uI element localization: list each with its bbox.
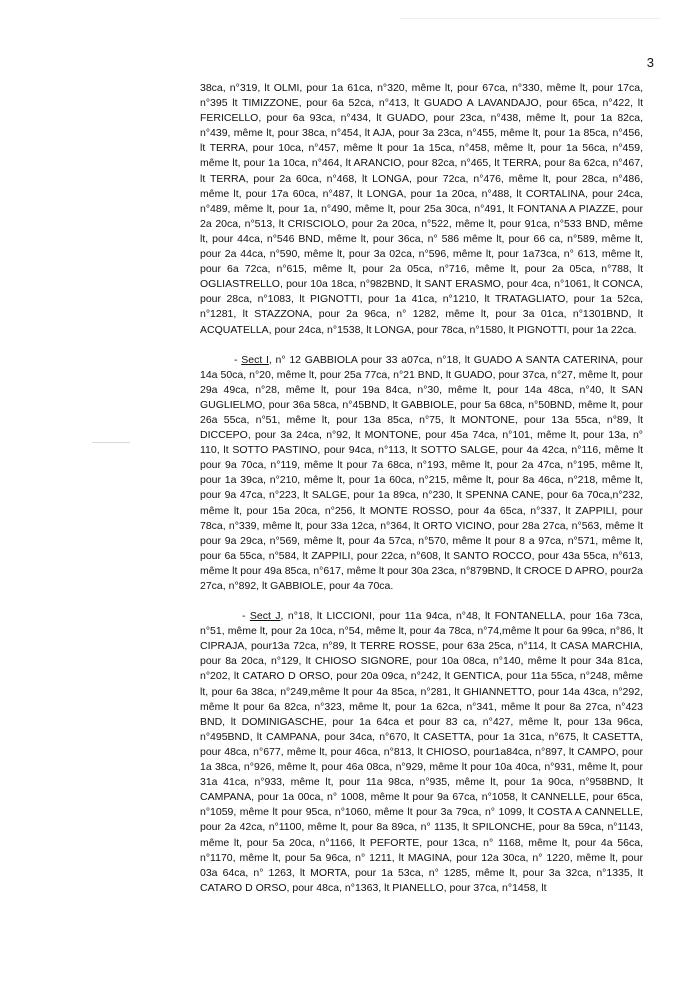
page-number: 3	[646, 55, 654, 70]
paragraph-section-j	[200, 609, 643, 896]
document-body	[200, 81, 643, 911]
paragraph-text: 38ca, n°319, lt OLMI, pour 1a 61ca, n°320, même lt, pour 67ca, n°330, même lt, pour 17ca, n°395 lt TIMIZZONE, pour 6a 52ca, n°413, lt GUADO A LAVANDAJO, pour 65ca, n°422, lt FERICELLO, pour 6a 93ca, n°434, lt GUADO, pour 23ca, n°438, même lt, pour 1a 82ca, n°439, même lt, pour 38ca, n°454, lt AJA, pour 3a 23ca, n°455, même lt, pour 1a 85ca, n°456, lt TERRA, pour 10ca, n°457, même lt pour 1a 15ca, n°458, même lt, pour 1a 56ca, n°459, même lt, pour 1a 10ca, n°464, lt ARANCIO, pour 82ca, n°465, lt TERRA, pour 8a 62ca, n°467, lt TERRA, pour 2a 60ca, n°468, lt LONGA, pour 72ca, n°476, même lt, pour 28ca, n°486, même lt, pour 17a 60ca, n°487, lt LONGA, pour 1a 20ca, n°488, lt CORTALINA, pour 24ca, n°489, même lt, pour 1a, n°490, même lt, pour 25a 30ca, n°491, lt FONTANA A PIAZZE, pour 2a 20ca, n°513, lt CRISCIOLO, pour 2a 20ca, n°522, même lt, pour 91ca, n°533 BND, même lt, pour 44ca, n°546 BND, même lt, pour 36ca, n° 586 même lt, pour 66 ca, n°589, même lt, pour 2a 44ca, n°590, même lt, pour 3a 02ca, n°596, même lt, pour 1a73ca, n° 613, même lt, pour 6a 72ca, n°615, même lt, pour 2a 05ca, n°716, même lt, pour 2a 05ca, n°788, lt OGLIASTRELLO, pour 10a 18ca, n°982BND, lt SANT ERASMO, pour 4ca, n°1061, lt CONCA, pour 28ca, n°1083, lt PIGNOTTI, pour 1a 41ca, n°1210, lt TRATAGLIATO, pour 1a 52ca, n°1281, lt STAZZONA, pour 2a 96ca, n° 1282, même lt, pour 3a 01ca, n°1301BND, lt ACQUATELLA, pour 24ca, n°1538, lt LONGA, pour 78ca, n°1580, lt PIGNOTTI, pour 1a 22ca.	[200, 82, 643, 336]
paragraph-text: , n°18, lt LICCIONI, pour 11a 94ca, n°48, lt FONTANELLA, pour 16a 73ca, n°51, même lt, pour 2a 10ca, n°54, même lt, pour 4a 78ca, n°74,même lt pour 6a 99ca, n°86, lt CIPRAJA, pour13a 72ca, n°89, lt TERRE ROSSE, pour 63a 25ca, n°114, lt CASA MARCHIA, pour 8a 20ca, n°129, lt CHIOSO SIGNORE, pour 10a 08ca, n°140, même lt pour 34a 81ca, n°202, lt CATARO D ORSO, pour 20a 09ca, n°242, lt GENTICA, pour 11a 55ca, n°248, même lt, pour 6a 38ca, n°249,même lt pour 4a 85ca, n°281, lt GHIANNETTO, pour 14a 43ca, n°292, même lt pour 6a 82ca, n°323, même lt, pour 1a 62ca, n°341, même lt pour 8a 27ca, n°423 BND, lt DOMINIGASCHE, pour 1a 64ca et pour 83 ca, n°427, même lt, pour 13a 96ca, n°495BND, lt CAMPANA, pour 34ca, n°670, lt CASETTA, pour 1a 31ca, n°675, lt CASETTA, pour 48ca, n°677, même lt, pour 46ca, n°813, lt CHIOSO, pour1a84ca, n°897, lt CAMPO, pour 1a 38ca, n°926, même lt, pour 46a 08ca, n°929, même lt pour 10a 40ca, n°931, même lt, pour 31a 41ca, n°933, même lt, pour 11a 98ca, n°935, même lt, pour 1a 90ca, n°958BND, lt CAMPANA, pour 1a 00ca, n° 1008, même lt pour 9a 67ca, n°1058, lt CANNELLE, pour 65ca, n°1059, même lt pour 95ca, n°1060, même lt pour 3a 79ca, n° 1099, lt COSTA A CANNELLE, pour 2a 42ca, n°1100, même lt, pour 8a 89ca, n° 1135, lt SPILONCHE, pour 8a 59ca, n°1143, même lt, pour 5a 20ca, n°1166, lt PEFORTE, pour 13ca, n° 1168, même lt, pour 4a 56ca, n°1170, même lt, pour 5a 96ca, n° 1211, lt MAGINA, pour 12a 30ca, n° 1220, même lt, pour 03a 64ca, n° 1263, lt MORTA, pour 1a 53ca, n° 1285, même lt, pour 3a 32ca, n°1335, lt CATARO D ORSO, pour 48ca, n°1363, lt PIANELLO, pour 37ca, n°1458, lt	[200, 610, 643, 894]
paragraph-continuation	[200, 81, 643, 338]
scan-artifact	[92, 442, 130, 443]
paragraph-section-i	[200, 353, 643, 595]
section-heading: Sect I	[241, 353, 269, 366]
scan-artifact-top	[400, 18, 660, 19]
paragraph-lead: -	[242, 610, 250, 623]
paragraph-lead: -	[234, 353, 242, 366]
paragraph-text: , n° 12 GABBIOLA pour 33 a07ca, n°18, lt GUADO A SANTA CATERINA, pour 14a 50ca, n°20, même lt, pour 25a 77ca, n°21 BND, lt GUADO, pour 37ca, n°27, même lt, pour 29a 49ca, n°28, même lt, pour 19a 84ca, n°30, même lt, pour 14a 48ca, n°40, lt SAN GUGLIELMO, pour 36a 58ca, n°45BND, lt GABBIOLE, pour 5a 68ca, n°50BND, même lt, pour 26a 55ca, n°51, même lt, pour 13a 85ca, n°75, lt MONTONE, pour 13a 55ca, n°89, lt DICCEPO, pour 3a 24ca, n°92, lt MONTONE, pour 45a 74ca, n°101, même lt, pour 13a, n° 110, lt SOTTO PASTINO, pour 94ca, n°113, lt SOTTO SALGE, pour 4a 42ca, n°116, même lt pour 9a 70ca, n°119, même lt pour 7a 68ca, n°193, même lt, pour 2a 47ca, n°195, même lt, pour 1a 39ca, n°210, même lt, pour 1a 60ca, n°215, même lt, pour 8a 46ca, n°218, même lt, pour 9a 47ca, n°223, lt SALGE, pour 1a 89ca, n°230, lt SPENNA CANE, pour 6a 70ca,n°232, même lt, pour 15a 20ca, n°256, lt MONTE ROSSO, pour 4a 65ca, n°337, lt ZAPPILI, pour 78ca, n°339, même lt, pour 33a 12ca, n°364, lt ORTO VICINO, pour 28a 27ca, n°563, même lt pour 9a 29ca, n°569, même lt, pour 4a 57ca, n°570, même lt pour 8 a 97ca, n°571, même lt, pour 6a 55ca, n°584, lt ZAPPILI, pour 22ca, n°608, lt SANTO ROCCO, pour 43a 55ca, n°613, même lt pour 49a 85ca, n°617, même lt pour 30a 23ca, n°879BND, lt CROCE D APRO, pour2a 27ca, n°892, lt GABBIOLE, pour 4a 70ca.	[200, 353, 643, 592]
section-heading: Sect J	[249, 610, 281, 623]
